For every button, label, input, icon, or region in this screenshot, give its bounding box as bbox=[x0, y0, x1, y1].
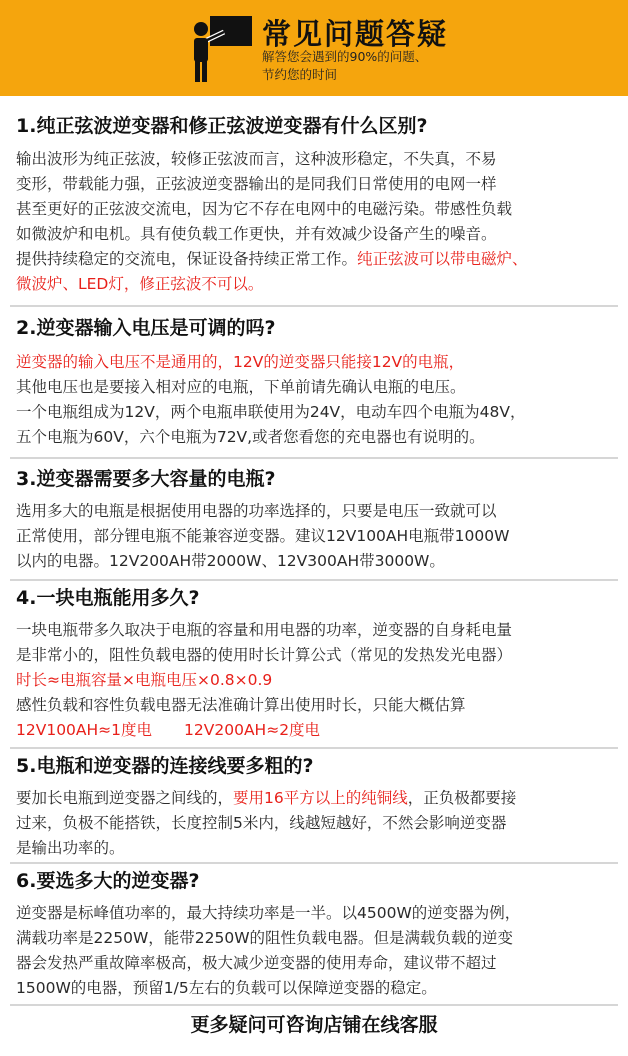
answer-text: ，正负极都要接 bbox=[407, 789, 517, 807]
answer-line: 是输出功率的。 bbox=[16, 839, 125, 857]
page-title: 常见问题答疑 bbox=[262, 17, 449, 51]
answer-line: 以内的电器。12V200AH带2000W、12V300AH带3000W。 bbox=[16, 552, 445, 570]
answer-line bbox=[16, 786, 616, 811]
section-divider bbox=[10, 1004, 618, 1006]
answer-line bbox=[16, 247, 616, 272]
question-title: 3.逆变器需要多大容量的电瓶? bbox=[16, 468, 276, 490]
highlight-line: 逆变器的输入电压不是通用的，12V的逆变器只能接12V的电瓶， bbox=[16, 353, 465, 371]
answer-line: 一个电瓶组成为12V，两个电瓶串联使用为24V，电动车四个电瓶为48V， bbox=[16, 403, 526, 421]
highlight-text: 纯正弦波可以带电磁炉、 bbox=[357, 250, 528, 268]
estimate-line bbox=[16, 718, 616, 743]
answer-line: 感性负载和容性负载电器无法准确计算出使用时长，只能大概估算 bbox=[16, 696, 466, 714]
answer-line: 一块电瓶带多久取决于电瓶的容量和用电器的功率，逆变器的自身耗电量 bbox=[16, 621, 513, 639]
question-title: 5.电瓶和逆变器的连接线要多粗的? bbox=[16, 755, 314, 777]
answer-text: 要加长电瓶到逆变器之间线的， bbox=[16, 789, 234, 807]
highlight-line: 微波炉、LED灯，修正弦波不可以。 bbox=[16, 275, 264, 293]
estimate-200ah: 12V200AH≈2度电 bbox=[184, 721, 321, 739]
question-title: 2.逆变器输入电压是可调的吗? bbox=[16, 317, 276, 339]
section-divider bbox=[10, 305, 618, 307]
answer-line: 如微波炉和电机。具有使负载工作更快，并有效减少设备产生的噪音。 bbox=[16, 225, 497, 243]
footer-contact-note: 更多疑问可咨询店铺在线客服 bbox=[190, 1014, 438, 1036]
formula-line: 时长≈电瓶容量×电瓶电压×0.8×0.9 bbox=[16, 671, 273, 689]
answer-line: 过来，负极不能搭铁，长度控制5米内，线越短越好，不然会影响逆变器 bbox=[16, 814, 507, 832]
answer-line: 五个电瓶为60V，六个电瓶为72V,或者您看您的充电器也有说明的。 bbox=[16, 428, 485, 446]
section-divider bbox=[10, 747, 618, 749]
subtitle-line: 解答您会遇到的90%的问题、 bbox=[262, 49, 428, 64]
answer-line: 逆变器是标峰值功率的，最大持续功率是一半。以4500W的逆变器为例， bbox=[16, 904, 521, 922]
answer-line: 1500W的电器，预留1/5左右的负载可以保障逆变器的稳定。 bbox=[16, 979, 437, 997]
answer-line: 器会发热严重故障率极高，极大减少逆变器的使用寿命，建议带不超过 bbox=[16, 954, 497, 972]
answer-line: 变形，带载能力强，正弦波逆变器输出的是同我们日常使用的电网一样 bbox=[16, 175, 497, 193]
faq-item-6 bbox=[16, 868, 616, 1001]
question-title: 1.纯正弦波逆变器和修正弦波逆变器有什么区别? bbox=[16, 115, 428, 137]
page-subtitle bbox=[262, 48, 427, 84]
question-title: 4.一块电瓶能用多久? bbox=[16, 587, 200, 609]
faq-item-1 bbox=[16, 113, 616, 297]
highlight-text: 要用16平方以上的纯铜线 bbox=[233, 789, 408, 807]
answer-text: 提供持续稳定的交流电，保证设备持续正常工作。 bbox=[16, 250, 358, 268]
answer-line: 满载功率是2250W，能带2250W的阻性负载电器。但是满载负载的逆变 bbox=[16, 929, 514, 947]
faq-item-3 bbox=[16, 466, 616, 574]
teacher-at-board-icon bbox=[190, 14, 254, 84]
faq-item-5 bbox=[16, 753, 616, 861]
answer-line: 其他电压也是要接入相对应的电瓶，下单前请先确认电瓶的电压。 bbox=[16, 378, 466, 396]
faq-item-4 bbox=[16, 585, 616, 743]
faq-item-2 bbox=[16, 315, 616, 450]
estimate-100ah: 12V100AH≈1度电 bbox=[16, 721, 153, 739]
answer-line: 正常使用，部分锂电瓶不能兼容逆变器。建议12V100AH电瓶带1000W bbox=[16, 527, 510, 545]
header-banner bbox=[0, 0, 628, 96]
section-divider bbox=[10, 457, 618, 459]
subtitle-line: 节约您的时间 bbox=[262, 67, 338, 82]
section-divider bbox=[10, 862, 618, 864]
answer-line: 选用多大的电瓶是根据使用电器的功率选择的，只要是电压一致就可以 bbox=[16, 502, 497, 520]
answer-line: 甚至更好的正弦波交流电，因为它不存在电网中的电磁污染。带感性负载 bbox=[16, 200, 513, 218]
answer-line: 是非常小的，阻性负载电器的使用时长计算公式（常见的发热发光电器） bbox=[16, 646, 513, 664]
answer-line: 输出波形为纯正弦波，较修正弦波而言，这种波形稳定，不失真，不易 bbox=[16, 150, 497, 168]
question-title: 6.要选多大的逆变器? bbox=[16, 870, 200, 892]
section-divider bbox=[10, 579, 618, 581]
